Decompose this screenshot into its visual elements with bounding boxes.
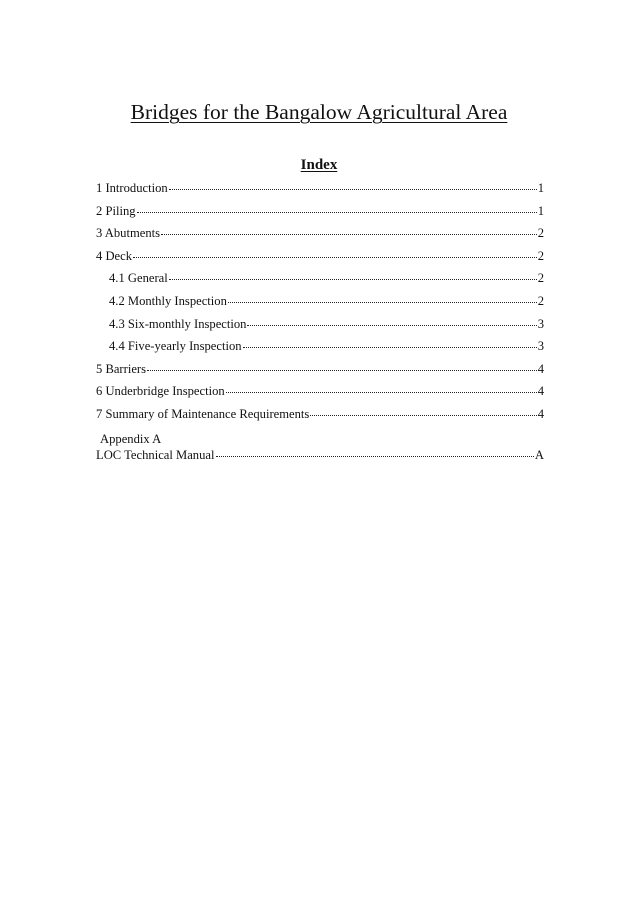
toc-page-number: 1 xyxy=(537,181,544,195)
toc-page-number: 3 xyxy=(537,316,544,331)
toc-page-number: 4 xyxy=(537,384,544,399)
toc-entry-label: 4.1 General xyxy=(109,271,168,286)
toc-entry-monthly-inspection[interactable] xyxy=(96,293,544,316)
document-title: Bridges for the Bangalow Agricultural Area xyxy=(130,100,508,124)
toc-page-number: 2 xyxy=(537,293,544,308)
toc-page-number: 2 xyxy=(537,226,544,241)
toc-entry-label: 1 Introduction xyxy=(96,181,168,195)
toc-entry-label: 2 Piling xyxy=(96,203,136,218)
toc-appendix-block[interactable] xyxy=(96,431,544,465)
toc-page-number: 3 xyxy=(537,339,544,354)
toc-entry-label: 4.3 Six-monthly Inspection xyxy=(109,316,247,331)
table-of-contents xyxy=(96,180,544,465)
toc-leader-dots xyxy=(147,360,537,371)
toc-leader-dots xyxy=(243,337,537,348)
toc-entry-introduction[interactable] xyxy=(96,180,544,203)
index-heading: Index xyxy=(300,157,338,173)
toc-entry-general[interactable] xyxy=(96,270,544,293)
toc-entry-five-yearly-inspection[interactable] xyxy=(96,338,544,361)
toc-leader-dots xyxy=(216,446,534,457)
toc-entry-label: 5 Barriers xyxy=(96,361,147,376)
toc-leader-dots xyxy=(169,269,537,280)
toc-leader-dots xyxy=(133,247,537,258)
toc-entry-underbridge-inspection[interactable] xyxy=(96,383,544,406)
toc-entry-summary-of-maintenance[interactable] xyxy=(96,406,544,429)
toc-entry-piling[interactable] xyxy=(96,203,544,226)
toc-entry-label: 4 Deck xyxy=(96,248,133,263)
toc-page-number: 4 xyxy=(537,406,544,421)
toc-entry-label: 4.4 Five-yearly Inspection xyxy=(109,339,242,354)
toc-leader-dots xyxy=(137,202,537,213)
toc-page-number: 2 xyxy=(537,248,544,263)
toc-page-number: 4 xyxy=(537,361,544,376)
toc-entry-label: LOC Technical Manual xyxy=(96,447,215,462)
toc-entry-barriers[interactable] xyxy=(96,361,544,384)
toc-page-number: 1 xyxy=(537,203,544,218)
toc-entry-label: 7 Summary of Maintenance Requirements xyxy=(96,406,310,421)
toc-leader-dots xyxy=(226,382,537,393)
toc-entry-abutments[interactable] xyxy=(96,225,544,248)
toc-entry-label: 6 Underbridge Inspection xyxy=(96,384,225,399)
toc-leader-dots xyxy=(247,315,536,326)
toc-entry-six-monthly-inspection[interactable] xyxy=(96,316,544,339)
toc-entry-loc-technical-manual[interactable] xyxy=(96,447,544,465)
toc-entry-deck[interactable] xyxy=(96,248,544,271)
toc-leader-dots xyxy=(228,292,537,303)
toc-leader-dots xyxy=(169,179,537,190)
toc-leader-dots xyxy=(310,405,536,416)
toc-page-number: 2 xyxy=(537,271,544,286)
toc-page-number: A xyxy=(534,447,544,462)
toc-entry-label: 4.2 Monthly Inspection xyxy=(109,293,227,308)
appendix-heading: Appendix A xyxy=(100,431,162,446)
toc-entry-label: 3 Abutments xyxy=(96,226,161,241)
toc-leader-dots xyxy=(161,224,537,235)
